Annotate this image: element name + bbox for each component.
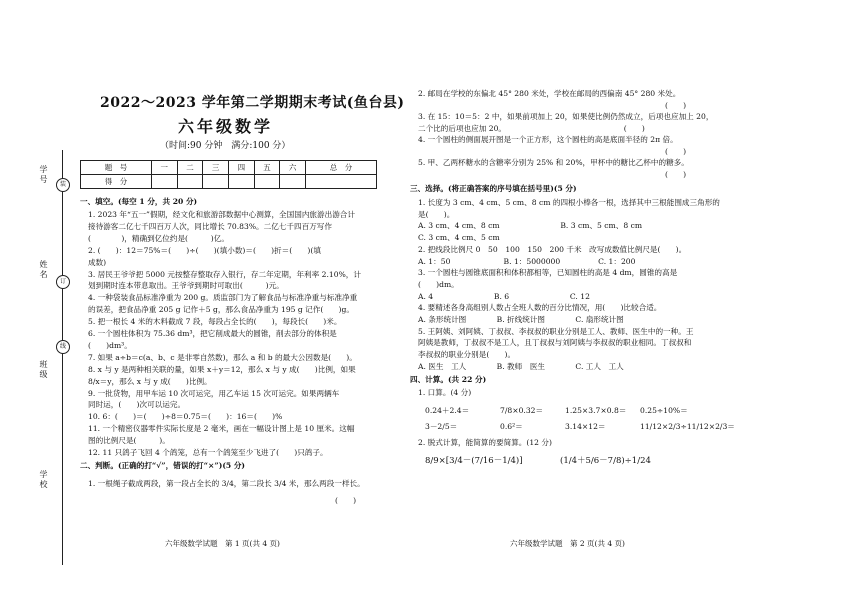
question-line: 5. 王阿姨、刘阿姨、丁叔叔、李叔叔的职业分别是工人、教师、医生中的一种。王 — [418, 326, 694, 336]
question-line: 的误差，把食品净重 205 g 记作＋5 g，那么食品净重为 195 g 记作( )g。 — [88, 305, 354, 315]
section-fill-blank-title: 一、填空。(每空 1 分，共 20 分) — [80, 197, 198, 206]
score-cell: 一 — [151, 161, 177, 175]
score-table-header-row — [81, 161, 377, 175]
question-line: 划到期时连本带息取出。王爷爷到期时可取出( )元。 — [88, 281, 284, 291]
section-choice-title: 三、选择。(将正确答案的序号填在括号里)(5 分) — [410, 184, 577, 193]
question-line: A. 4 B. 6 C. 12 — [418, 291, 590, 301]
question-line: 8/x＝y，那么 x 与 y 成( )比例。 — [88, 376, 212, 386]
question-line: 6. 一个圆柱体积为 75.36 dm³，把它削成最大的圆锥，削去部分的体积是 — [88, 329, 337, 338]
oral-calc-item: 3.14×12＝ — [565, 422, 606, 431]
question-line: ( )dm³。 — [88, 340, 132, 350]
judge-question-1: 1. 一根绳子截成两段，第一段占全长的 3/4，第二段长 3/4 米，那么两段一样长。 — [88, 479, 365, 488]
question-line: C. 3 cm、4 cm、5 cm — [418, 233, 500, 243]
question-line: 10. 6：( )＝( )÷8＝0.75＝( )：16＝( )% — [88, 412, 283, 422]
question-line: 李叔叔的职业分别是( )。 — [418, 350, 516, 360]
score-cell: 得 分 — [81, 175, 152, 189]
question-line: 1. 2023 年“五一”假期，经文化和旅游部数据中心测算，全国国内旅游出游合计 — [88, 210, 355, 219]
question-line: 同时运，( )次可以运完。 — [88, 400, 186, 410]
score-input-cell[interactable] — [151, 175, 177, 189]
score-cell: 三 — [203, 161, 229, 175]
oral-calc-item: 3－2/5＝ — [425, 422, 458, 431]
exam-time-info: （时间:90 分钟 满分:100 分） — [160, 141, 291, 151]
question-line: 2. ( )：12＝75%＝( )÷( )(填小数)＝( )折＝( )(填 — [88, 245, 321, 255]
question-line: 阿姨是教师，丁叔叔不是工人，且丁叔叔与刘阿姨与李叔叔的职业相同。丁叔叔和 — [418, 338, 692, 348]
calc-step-title: 2. 脱式计算，能简算的要简算。(12 分) — [418, 438, 552, 447]
oral-calc-item: 0.24＋2.4＝ — [425, 406, 470, 415]
oral-calc-item: 1.25×3.7×0.8＝ — [565, 406, 627, 415]
score-cell: 五 — [254, 161, 280, 175]
question-line: 是( )。 — [418, 209, 455, 219]
calc-expression-2: (1/4＋5/6－7/8)÷1/24 — [560, 456, 651, 466]
question-line: 11. 一个精密仪器零件实际长度是 2 毫米，画在一幅设计图上是 10 厘米。这幅 — [88, 424, 355, 434]
seal-xian: 线 — [56, 340, 70, 354]
score-input-cell[interactable] — [280, 175, 306, 189]
section-judge-title: 二、判断。(正确的打“√”，错误的打“×”)(5 分) — [80, 461, 246, 470]
question-line: 5. 甲、乙两杯糖水的含糖率分别为 25% 和 20%，甲杯中的糖比乙杯中的糖多。 — [418, 158, 689, 167]
seal-zhuang: 装 — [56, 178, 70, 192]
question-line: 1. 长度为 3 cm、4 cm、5 cm、8 cm 的四根小棒各一根，选择其中三根能围成三角形的 — [418, 198, 720, 207]
calc-oral-title: 1. 口算。(4 分) — [418, 388, 472, 397]
score-cell: 二 — [177, 161, 203, 175]
score-cell: 四 — [228, 161, 254, 175]
binding-label-class: 班级 — [39, 360, 48, 380]
oral-calc-item: 0.6²＝ — [500, 422, 523, 431]
question-line: A. 医生 工人 B. 教师 医生 C. 工人 工人 — [418, 361, 624, 371]
calc-expression-1: 8/9×[3/4－(7/16－1/4)] — [425, 456, 523, 466]
question-line: 二个比的后项也应加 20。 ( ) — [418, 123, 645, 133]
oral-calc-item: 0.25÷10%＝ — [640, 406, 688, 415]
question-line: 3. 一个圆柱与圆锥底面积和体积都相等，已知圆柱的高是 4 dm，圆锥的高是 — [418, 268, 678, 278]
judge-answer-paren-1[interactable]: ( ) — [335, 496, 357, 505]
question-line: ( )dm。 — [418, 279, 459, 289]
score-cell: 题 号 — [81, 161, 152, 175]
question-line: 4. 一个圆柱的侧面展开图是一个正方形，这个圆柱的高是底面半径的 2π 倍。 — [418, 135, 678, 144]
score-input-cell[interactable] — [228, 175, 254, 189]
question-line: ( ) — [665, 100, 687, 110]
score-cell: 六 — [280, 161, 306, 175]
section-calc-title: 四、计算。(共 22 分) — [410, 375, 487, 384]
score-table — [80, 160, 377, 189]
question-line: A. 1：50 B. 1：5000000 C. 1：200 — [418, 256, 636, 266]
question-line: 7. 如果 a÷b＝c(a、b、c 是非零自然数)，那么 a 和 b 的最大公因数是( )。 — [88, 352, 357, 362]
question-line: 12. 11 只鸽子飞回 4 个鸽笼，总有一个鸽笼至少飞进了( )只鸽子。 — [88, 448, 328, 457]
binding-line — [62, 150, 63, 565]
binding-label-name: 姓名 — [39, 260, 48, 280]
exam-subject: 六年级数学 — [178, 117, 274, 136]
seal-ding: 订 — [56, 275, 70, 289]
score-input-cell[interactable] — [177, 175, 203, 189]
score-input-cell[interactable] — [254, 175, 280, 189]
question-line: 9. 一批货物，用甲车运 10 次可运完，用乙车运 15 次可运完。如果两辆车 — [88, 388, 340, 398]
binding-label-school: 学校 — [39, 470, 48, 490]
question-line: 3. 居民王爷爷把 5000 元按整存整取存入银行，存二年定期，年利率 2.10%，计 — [88, 269, 361, 279]
page-footer-left: 六年级数学试题 第 1 页(共 4 页) — [165, 539, 280, 548]
oral-calc-item: 7/8×0.32＝ — [500, 406, 544, 415]
question-line: 成数) — [88, 257, 107, 267]
score-table-score-row — [81, 175, 377, 189]
score-cell: 总 分 — [306, 161, 377, 175]
exam-title: 2022～2023 学年第二学期期末考试(鱼台县) — [100, 95, 405, 111]
question-line: 5. 把一根长 4 米的木料截成 7 段，每段占全长的( )，每段长( )米。 — [88, 317, 342, 327]
question-line: 接待游客二亿七千四百万人次，同比增长 70.83%。二亿七千四百万写作 — [88, 221, 332, 231]
score-input-cell[interactable] — [306, 175, 377, 189]
binding-label-student-id: 学号 — [39, 165, 48, 185]
question-line: A. 3 cm、4 cm、8 cm B. 3 cm、5 cm、8 cm — [418, 221, 643, 231]
question-line: 2. 邮局在学校的东偏北 45° 280 米处，学校在邮局的西偏南 45° 280 米处。 — [418, 89, 681, 98]
score-input-cell[interactable] — [203, 175, 229, 189]
question-line: 图的比例尺是( )。 — [88, 436, 170, 446]
question-line: 4. 要精述各身高组别人数占全班人数的百分比情况，用( )比较合适。 — [418, 303, 662, 313]
question-line: ( )，精确到亿位约是( )亿。 — [88, 233, 229, 243]
question-line: 4. 一种袋装食品标准净重为 200 g。质监部门为了解食品与标准净重与标准净重 — [88, 293, 358, 303]
question-line: 3. 在 15：10＝5：2 中，如果前项加上 20，如果使比例仍然成立，后项也应加上 20， — [418, 112, 714, 121]
question-line: 8. x 与 y 是两种相关联的量，如果 x＋y＝12，那么 x 与 y 成( )比例，如果 — [88, 364, 356, 374]
question-line: 2. 把线段比例尺 0 50 100 150 200 千米 改写成数值比例尺是( )。 — [418, 244, 687, 254]
question-line: ( ) — [665, 146, 687, 156]
oral-calc-item: 11/12×2/3÷11/12×2/3＝ — [640, 422, 735, 431]
page-footer-right: 六年级数学试题 第 2 页(共 4 页) — [510, 539, 625, 548]
question-line: A. 条形统计图 B. 折线统计图 C. 扇形统计图 — [418, 315, 624, 324]
question-line: ( ) — [665, 169, 687, 179]
